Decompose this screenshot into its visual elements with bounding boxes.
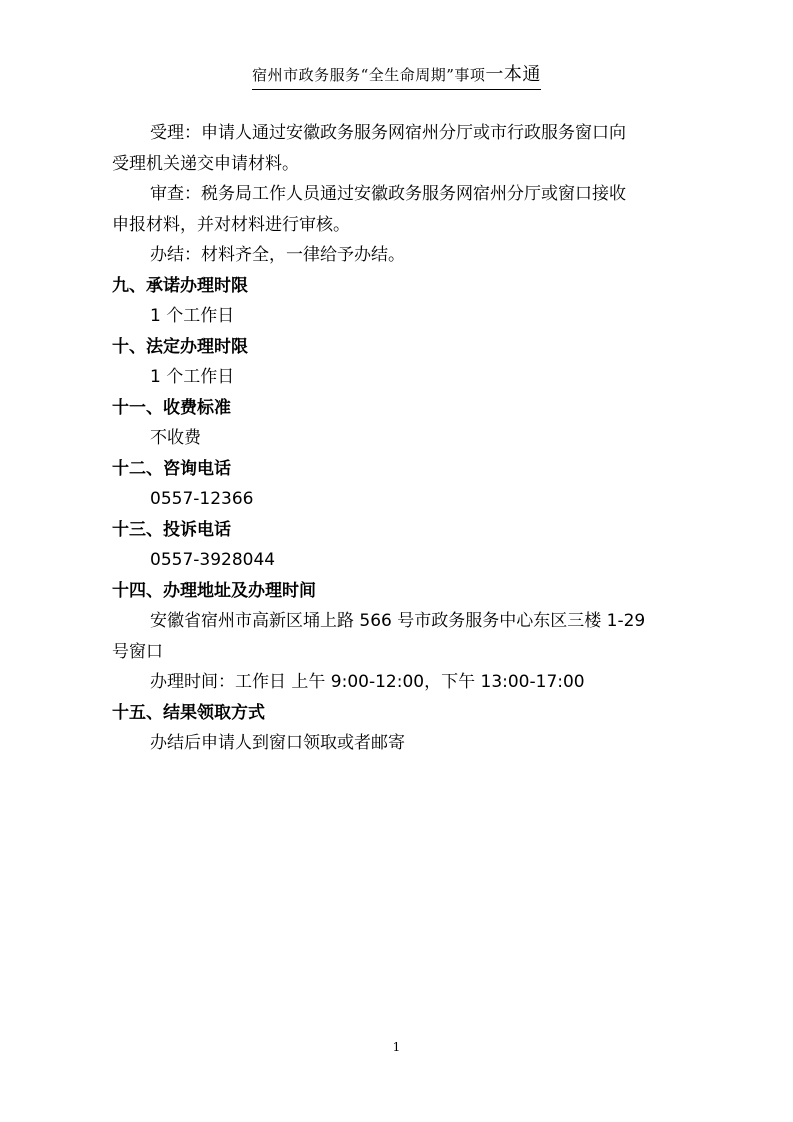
paragraph-line: 1 个工作日 xyxy=(150,306,235,326)
section-heading: 十二、咨询电话 xyxy=(112,458,231,479)
paragraph-line: 0557-3928044 xyxy=(150,550,276,570)
paragraph-line: 1 个工作日 xyxy=(150,367,235,387)
paragraph-line: 受理机关递交申请材料。 xyxy=(112,153,299,174)
document-body xyxy=(112,118,682,759)
paragraph-line: 号窗口 xyxy=(112,641,163,662)
section-heading: 十、法定办理时限 xyxy=(112,336,248,357)
section-heading: 十一、收费标准 xyxy=(112,397,231,418)
paragraph-line: 办结后申请人到窗口领取或者邮寄 xyxy=(150,733,405,753)
header-title-small: 宿州市政务服务“全生命周期”事项 xyxy=(252,66,486,84)
section-heading: 十四、办理地址及办理时间 xyxy=(112,580,316,601)
section-heading: 十五、结果领取方式 xyxy=(112,702,265,723)
paragraph-line: 申报材料，并对材料进行审核。 xyxy=(112,214,350,235)
paragraph-line: 0557-12366 xyxy=(150,489,254,509)
paragraph-line: 办结：材料齐全，一律给予办结。 xyxy=(150,245,405,265)
section-heading: 九、承诺办理时限 xyxy=(112,275,248,296)
section-heading: 十三、投诉电话 xyxy=(112,519,231,540)
paragraph-line: 不收费 xyxy=(150,428,201,448)
page-number: 1 xyxy=(392,1040,401,1054)
header-title-large: 一本通 xyxy=(485,64,541,85)
paragraph-line: 安徽省宿州市高新区埇上路 566 号市政务服务中心东区三楼 1-29 xyxy=(150,611,646,631)
paragraph-line: 受理：申请人通过安徽政务服务网宿州分厅或市行政服务窗口向 xyxy=(150,123,626,143)
header-title xyxy=(252,60,541,90)
paragraph-line: 办理时间：工作日 上午 9:00-12:00，下午 13:00-17:00 xyxy=(150,672,585,692)
page-header xyxy=(0,60,793,90)
paragraph-line: 审查：税务局工作人员通过安徽政务服务网宿州分厅或窗口接收 xyxy=(150,184,626,204)
